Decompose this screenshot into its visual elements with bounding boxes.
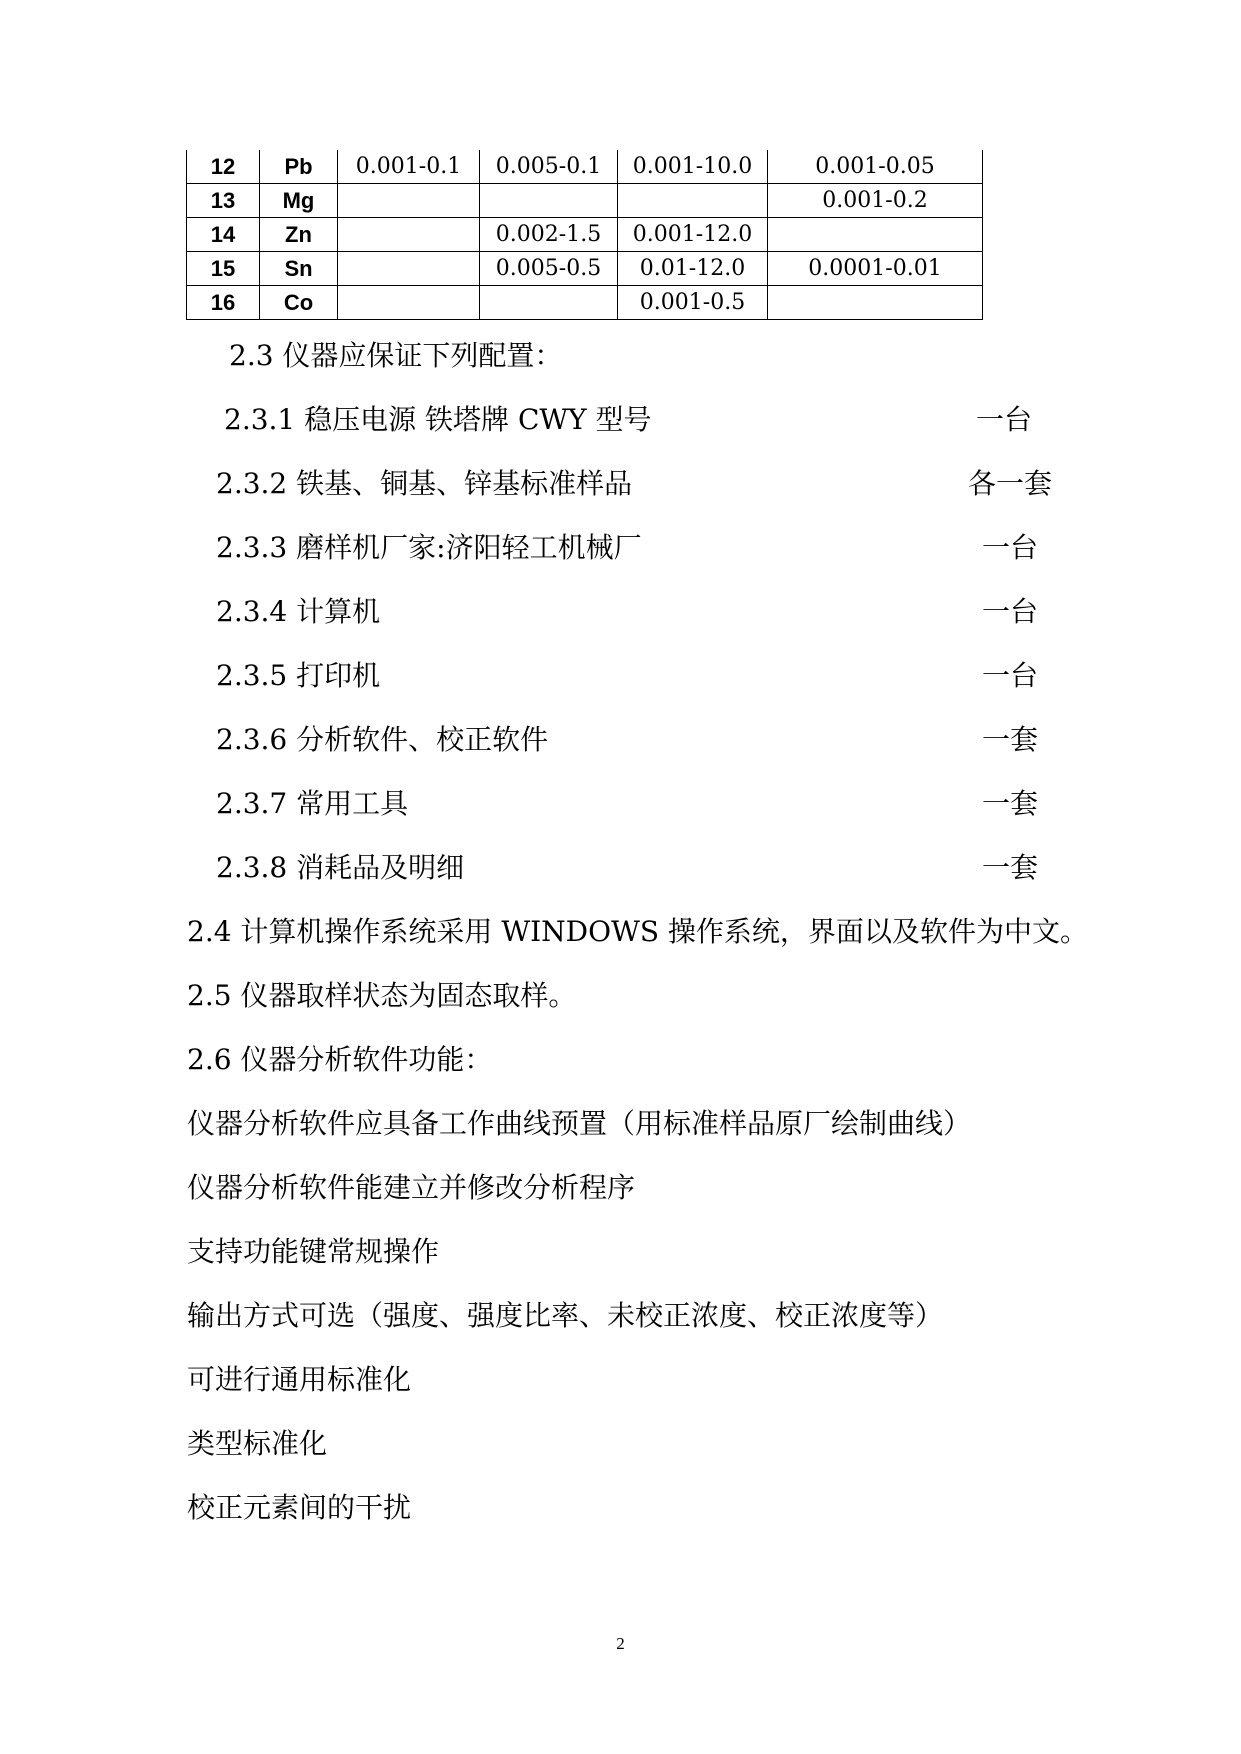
row-number: 12 <box>187 150 260 184</box>
feature-line: 类型标准化 <box>187 1427 328 1460</box>
table-row <box>187 286 983 320</box>
range-cell <box>480 184 618 218</box>
range-cell: 0.001-0.2 <box>768 184 983 218</box>
page-number: 2 <box>616 1634 625 1653</box>
feature-line: 输出方式可选（强度、强度比率、未校正浓度、校正浓度等） <box>187 1299 944 1332</box>
range-cell <box>768 218 983 252</box>
feature-line: 仪器分析软件能建立并修改分析程序 <box>187 1171 636 1204</box>
element-symbol: Zn <box>260 218 338 252</box>
config-item-label: 2.3.2 铁基、铜基、锌基标准样品 <box>216 467 633 500</box>
range-cell <box>338 252 480 286</box>
element-symbol: Mg <box>260 184 338 218</box>
feature-line: 可进行通用标准化 <box>187 1363 412 1396</box>
range-cell: 0.001-0.05 <box>768 150 983 184</box>
range-cell: 0.002-1.5 <box>480 218 618 252</box>
range-cell: 0.001-12.0 <box>618 218 768 252</box>
paragraph-2-4: 2.4 计算机操作系统采用 WINDOWS 操作系统，界面以及软件为中文。 <box>187 915 1088 948</box>
range-cell: 0.005-0.5 <box>480 252 618 286</box>
config-item-qty: 一套 <box>982 723 1039 756</box>
row-number: 13 <box>187 184 260 218</box>
element-symbol: Pb <box>260 150 338 184</box>
row-number: 15 <box>187 252 260 286</box>
config-item-label: 2.3.5 打印机 <box>216 659 381 692</box>
element-symbol: Co <box>260 286 338 320</box>
range-cell: 0.001-10.0 <box>618 150 768 184</box>
table-row <box>187 218 983 252</box>
element-symbol: Sn <box>260 252 338 286</box>
feature-line: 校正元素间的干扰 <box>187 1491 412 1524</box>
table-row <box>187 252 983 286</box>
row-number: 16 <box>187 286 260 320</box>
config-item-label: 2.3.4 计算机 <box>216 595 381 628</box>
table-row <box>187 150 983 184</box>
range-cell <box>480 286 618 320</box>
range-cell <box>338 218 480 252</box>
range-cell: 0.01-12.0 <box>618 252 768 286</box>
config-item-qty: 一台 <box>982 531 1039 564</box>
range-cell <box>338 286 480 320</box>
feature-line: 仪器分析软件应具备工作曲线预置（用标准样品原厂绘制曲线） <box>187 1107 972 1140</box>
config-item-qty: 各一套 <box>968 467 1053 500</box>
config-item-qty: 一台 <box>982 595 1039 628</box>
range-cell: 0.0001-0.01 <box>768 252 983 286</box>
config-item-label: 2.3.6 分析软件、校正软件 <box>216 723 549 756</box>
config-item-label: 2.3.7 常用工具 <box>216 787 409 820</box>
table-row <box>187 184 983 218</box>
range-cell <box>618 184 768 218</box>
row-number: 14 <box>187 218 260 252</box>
config-item-qty: 一套 <box>982 787 1039 820</box>
config-item-label: 2.3.1 稳压电源 铁塔牌 CWY 型号 <box>224 403 652 436</box>
config-item-qty: 一台 <box>976 403 1033 436</box>
config-item-qty: 一台 <box>982 659 1039 692</box>
range-cell: 0.001-0.1 <box>338 150 480 184</box>
paragraph-2-6: 2.6 仪器分析软件功能： <box>187 1043 493 1076</box>
section-2-3-heading: 2.3 仪器应保证下列配置： <box>229 339 563 372</box>
config-item-label: 2.3.8 消耗品及明细 <box>216 851 465 884</box>
range-cell <box>768 286 983 320</box>
range-cell: 0.001-0.5 <box>618 286 768 320</box>
config-item-qty: 一套 <box>982 851 1039 884</box>
range-cell <box>338 184 480 218</box>
paragraph-2-5: 2.5 仪器取样状态为固态取样。 <box>187 979 577 1012</box>
config-item-label: 2.3.3 磨样机厂家:济阳轻工机械厂 <box>216 531 642 564</box>
feature-line: 支持功能键常规操作 <box>187 1235 440 1268</box>
element-range-table <box>186 150 983 320</box>
range-cell: 0.005-0.1 <box>480 150 618 184</box>
